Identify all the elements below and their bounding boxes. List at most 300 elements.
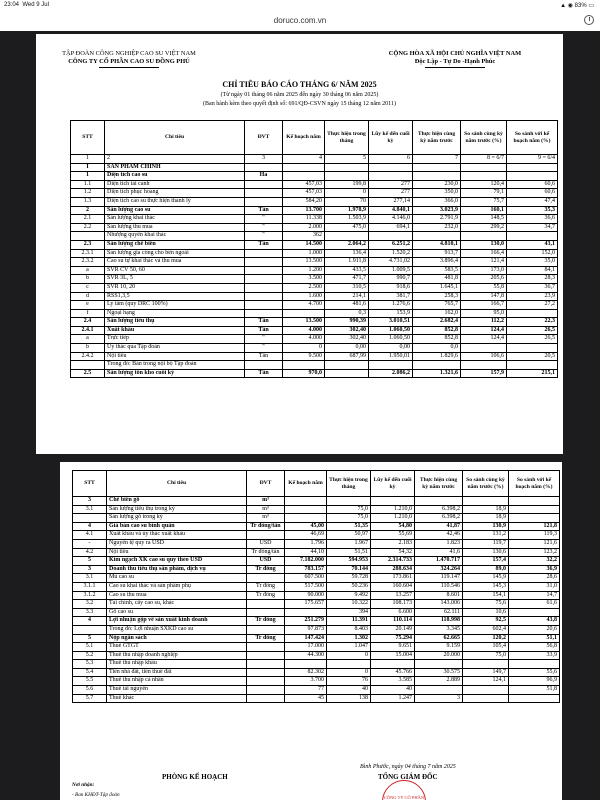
table-cell: 173,0 [461,266,507,275]
table-cell [509,514,560,523]
table-cell [369,361,413,370]
table-cell: 3.2 [73,600,107,609]
table-cell: 481,8 [413,275,461,284]
table-cell: Tiền nhà đất, tiền thuê đất [107,668,247,677]
table-cell [283,309,325,318]
table-cell: Doanh thu tiêu thụ sản phẩm, dịch vụ [107,565,247,574]
table-cell: 2.000 [283,223,325,232]
table-cell: 2.314.733 [371,557,415,566]
table-cell: 0 [325,189,369,198]
table-cell: 594.953 [327,557,371,566]
column-header: So sánh cùng kỳ năm trước (%) [461,121,507,155]
table-cell: Chế biến gỗ [107,497,247,506]
table-cell [509,505,560,514]
table-cell: 583,5 [413,266,461,275]
table-cell: 45.766 [371,668,415,677]
table-cell: 2.791,9 [413,215,461,224]
table-cell: 1.302 [327,634,371,643]
table-cell: 1.645,1 [413,283,461,292]
org-line-2: CÔNG TY CỔ PHẦN CAO SU ĐỒNG PHÚ [68,58,190,65]
table-cell: 20.149 [371,625,415,634]
table-cell: 20.000 [415,651,463,660]
document-page-1 [36,34,563,454]
table-cell: 277,14 [369,197,413,206]
table-row [71,206,558,215]
table-cell: 2.064,2 [325,240,369,249]
table-cell: 145,3 [463,582,509,591]
table-cell [507,172,558,181]
column-header: STT [73,471,107,497]
table-cell: 3.500 [283,275,325,284]
table-cell: 205,6 [461,275,507,284]
table-cell [413,232,461,241]
table-row [71,318,558,327]
table-cell: 13.257 [371,591,415,600]
table-cell: 34,7 [507,223,558,232]
table-cell: " [245,215,283,224]
table-cell [369,163,413,172]
table-cell: 0 [327,668,371,677]
table-row [73,505,560,514]
table-cell [325,163,369,172]
table-cell [413,172,461,181]
table-cell: 215,1 [507,369,558,378]
table-cell: 22,3 [507,318,558,327]
table-cell: 1.247 [371,694,415,703]
table-row [73,539,560,548]
table-cell: Tấn [245,318,283,327]
table-cell: 110.546 [415,582,463,591]
table-cell: 138 [327,694,371,703]
table-cell: 324.264 [415,565,463,574]
table-row [73,591,560,600]
table-cell: 51,1 [509,634,560,643]
table-cell: Tr đồng/tấn [247,548,285,557]
table-cell: 3.345 [415,625,463,634]
table-cell: " [245,223,283,232]
table-cell: 76 [327,677,371,686]
table-cell [285,660,327,669]
table-cell: 35,3 [507,206,558,215]
column-header: So sánh cùng kỳ năm trước (%) [463,471,509,497]
url-text[interactable]: doruco.com.vn [273,16,327,25]
table-cell [415,497,463,506]
table-cell: 232,0 [413,223,461,232]
table-cell [415,660,463,669]
table-cell: 913,7 [413,249,461,258]
table-cell: 30.575 [415,668,463,677]
table-cell [371,497,415,506]
table-cell: 47,4 [507,197,558,206]
table-cell [245,189,283,198]
table-cell: 6.600 [371,608,415,617]
table-cell: 56,8 [509,643,560,652]
table-cell: 120,2 [463,634,509,643]
table-cell: 11.391 [327,617,371,626]
table-row [73,600,560,609]
table-cell: 26,5 [507,335,558,344]
table-cell: 1.200 [283,266,325,275]
column-header: So sánh với kế hoạch năm (%) [509,471,560,497]
table-cell: 277 [369,189,413,198]
table-cell: Diện tích cao su thực hiện thanh lý [105,197,245,206]
table-cell: SVR 3L, 5 [105,275,245,284]
table-cell [413,361,461,370]
table-cell: 687,99 [325,352,369,361]
table-cell: 1.009,5 [369,266,413,275]
table-cell: 130,6 [463,548,509,557]
table-cell: 149,7 [463,668,509,677]
table-cell: 97.873 [285,625,327,634]
table-cell: 18,9 [463,505,509,514]
table-row [71,344,558,353]
table-cell: 5.2 [73,651,107,660]
table-cell [371,660,415,669]
table-cell: 41,87 [415,522,463,531]
table-cell: 6 [369,155,413,164]
table-cell: 4.1 [73,531,107,540]
table-cell [415,686,463,695]
table-cell: Tấn [245,240,283,249]
table-cell: Kim ngạch XK cao su quy theo USD [107,557,247,566]
table-cell: 62.665 [415,634,463,643]
table-cell: Sản lượng tiêu thụ [105,318,245,327]
table-cell: 230,0 [413,180,461,189]
table-cell: 8.601 [415,591,463,600]
table-cell [247,686,285,695]
table-cell [369,172,413,181]
table-cell: b [71,344,105,353]
table-cell: 35,0 [507,258,558,267]
table-cell: 1.911,8 [325,258,369,267]
table-cell: 26,5 [507,326,558,335]
table-cell: Mủ cao su [107,574,247,583]
table-cell: 277 [369,180,413,189]
table-cell: 121,6 [509,539,560,548]
table-cell: 27,2 [507,301,558,310]
table-cell: Tr đồng/tấn [247,522,285,531]
recipients-label: Nơi nhận: [72,782,95,788]
table-cell: 0,00 [325,344,369,353]
table-row [71,163,558,172]
reload-icon[interactable] [584,15,594,25]
table-cell: 13.500 [283,258,325,267]
table-cell: RSS1,3,5 [105,292,245,301]
table-cell: 1.276,6 [369,301,413,310]
table-cell: 11.338 [283,215,325,224]
table-cell: 1.470.717 [415,557,463,566]
table-cell [283,172,325,181]
table-cell [283,361,325,370]
table-cell: Diện tích phục hoang [105,189,245,198]
table-header-row [73,471,560,497]
table-cell: 852,8 [413,326,461,335]
table-cell: Ha [245,172,283,181]
table-cell: 302,40 [325,335,369,344]
table-cell [247,574,285,583]
table-cell: 6.398,2 [415,505,463,514]
table-cell: 584,20 [283,197,325,206]
report-title: CHỈ TIÊU BÁO CÁO THÁNG 6/ NĂM 2025 [222,80,377,89]
table-cell: 60,6 [507,180,558,189]
table-cell: 852,8 [413,335,461,344]
table-cell: Diện tích tái canh [105,180,245,189]
table-cell: 299,2 [461,223,507,232]
table-cell: Nhượng quyền khai thác [105,232,245,241]
table-cell: 145,9 [463,574,509,583]
table-cell: 5.1 [73,643,107,652]
table-cell: 50.236 [327,582,371,591]
table-cell: 1.000 [283,249,325,258]
table-cell [461,361,507,370]
table-cell [247,625,285,634]
table-cell [325,369,369,378]
table-cell: 17.000 [285,643,327,652]
table-cell: m³ [247,514,285,523]
table-cell: Thuế khác [107,694,247,703]
org-header [44,50,214,69]
table-cell: Thuế thu nhập cá nhân [107,677,247,686]
table-row [73,514,560,523]
table-cell: 1.967 [327,539,371,548]
table-cell: 381,7 [369,292,413,301]
table-cell: 166,4 [461,249,507,258]
table-cell: 75.294 [371,634,415,643]
table-cell [507,309,558,318]
table-cell [245,266,283,275]
table-cell [461,344,507,353]
nation-line-2: Độc Lập - Tự Do -Hạnh Phúc [414,58,496,65]
table-cell: 1.796 [285,539,327,548]
table-cell [327,497,371,506]
table-cell: Sản lượng tồn kho cuối kỳ [105,369,245,378]
table-cell: 75,7 [461,197,507,206]
column-header: Lũy kế đến cuối kỳ [369,121,413,155]
table-cell: 694,1 [369,223,413,232]
table-cell: 2.500 [283,283,325,292]
table-cell: 258,3 [413,292,461,301]
browser-address-bar[interactable] [0,11,600,31]
table-cell: 970,0 [283,369,325,378]
table-cell [327,660,371,669]
table-cell [285,505,327,514]
table-cell [71,361,105,370]
table-row [73,557,560,566]
table-cell: Ngoại hạng [105,309,245,318]
table-cell: Cao su thu mua [107,591,247,600]
table-cell: Tr đồng [247,591,285,600]
table-cell [283,163,325,172]
table-cell: 2.889 [415,677,463,686]
table-cell: 106,6 [461,352,507,361]
column-header: Thực hiện trong tháng [325,121,369,155]
table-cell: 3.585 [371,677,415,686]
table-cell: 119.147 [415,574,463,583]
table-cell: 1 [71,172,105,181]
table-cell: 45,00 [285,522,327,531]
table-cell: 2.3.2 [71,258,105,267]
table-cell: 90.000 [285,591,327,600]
table-cell: 23,9 [507,292,558,301]
table-cell: 130,0 [461,240,507,249]
table-cell: 153,9 [369,309,413,318]
table-cell [245,249,283,258]
table-cell: Thuế tài nguyên [107,686,247,695]
table-cell: 4.000 [283,326,325,335]
table-cell: 18,9 [463,514,509,523]
table-cell: Gỗ cao su [107,608,247,617]
table-cell: 89,0 [463,565,509,574]
table-cell: Trực tiếp [105,335,245,344]
table-cell: 46,69 [285,531,327,540]
table-cell: 4.731,02 [369,258,413,267]
table-cell: SẢN PHẨM CHÍNH [105,163,245,172]
table-cell: 136,4 [325,249,369,258]
table-cell: 990,7 [369,275,413,284]
table-cell: 2.183 [371,539,415,548]
table-cell: Sản lượng khai thác [105,215,245,224]
table-cell: 59.728 [327,574,371,583]
table-cell: Trong đó: Lợi nhuận SXKD cao su [107,625,247,634]
table-row [71,292,558,301]
table-cell: 105,4 [463,643,509,652]
table-row [71,258,558,267]
table-cell: 119,3 [509,531,560,540]
table-row [73,625,560,634]
table-cell: 10,6 [463,608,509,617]
recipient-item: - Ban KHĐT-Tập đoàn [72,792,120,798]
table-cell: Sản lượng cao su [105,206,245,215]
table-cell: 51,35 [327,522,371,531]
table-cell [463,686,509,695]
nation-header [355,50,555,69]
table-cell: Sản lượng gia công cho bên ngoài [105,249,245,258]
table-cell [285,608,327,617]
report-table-1 [70,120,558,378]
table-row [73,686,560,695]
column-header: Chỉ tiêu [107,471,247,497]
table-cell: 2.4.1 [71,326,105,335]
table-cell: 173.861 [371,574,415,583]
table-row [71,155,558,164]
table-cell: 783.157 [285,565,327,574]
table-cell [461,163,507,172]
table-cell: f [71,309,105,318]
table-cell: 2.1 [71,215,105,224]
table-cell: 4 [283,155,325,164]
table-cell: Ly tâm (quy DRC 100%) [105,301,245,310]
table-cell: Tr đồng [247,582,285,591]
table-cell [245,275,283,284]
table-cell: 50,97 [327,531,371,540]
column-header: ĐVT [247,471,285,497]
table-cell: 75,0 [327,505,371,514]
table-row [73,668,560,677]
table-row [71,197,558,206]
table-cell: 0 [283,344,325,353]
table-cell: Nội tiêu [107,548,247,557]
table-row [73,522,560,531]
table-cell: 602,4 [463,625,509,634]
divider [99,67,159,68]
table-cell: 214,1 [325,292,369,301]
table-cell: 55,8 [461,283,507,292]
table-cell: Cao su khai thác và sản phẩm phụ [107,582,247,591]
table-cell: 154,1 [463,591,509,600]
table-cell: 51,51 [327,548,371,557]
table-cell: 517.500 [285,582,327,591]
table-cell: 110.114 [371,617,415,626]
status-battery: ▲ ◉ 83% ▭ [560,3,594,9]
table-cell: Tấn [245,369,283,378]
table-cell [507,163,558,172]
column-header: ĐVT [245,121,283,155]
table-cell: 990,39 [325,318,369,327]
table-cell: 75,0 [463,651,509,660]
table-cell [509,660,560,669]
table-cell: 3 [73,497,107,506]
table-cell: 9.651 [371,643,415,652]
table-cell: 3.1 [73,574,107,583]
table-row [73,634,560,643]
table-row [73,651,560,660]
table-cell: 157,9 [461,369,507,378]
table-cell: Diện tích cao su [105,172,245,181]
table-cell [247,694,285,703]
table-cell: 160,1 [461,206,507,215]
table-cell: 84,1 [507,266,558,275]
table-cell: 4.810,1 [413,240,461,249]
column-header: STT [71,121,105,155]
table-cell [247,668,285,677]
table-cell: Tr đồng [247,634,285,643]
table-cell [73,625,107,634]
table-cell: 5 [73,557,107,566]
table-cell [463,497,509,506]
column-header: Kế hoạch năm [283,121,325,155]
table-cell: 60,6 [507,189,558,198]
table-cell: a [71,266,105,275]
table-cell: 6.398,2 [415,514,463,523]
table-cell: 2.3 [71,240,105,249]
table-cell: 1.1 [71,180,105,189]
table-cell: I [71,163,105,172]
table-cell: 2 [71,206,105,215]
table-cell [247,531,285,540]
table-cell: Lợi nhuận gộp về sản xuất kinh doanh [107,617,247,626]
table-cell: 77 [285,686,327,695]
table-cell: 0 [327,651,371,660]
table-cell: 70 [325,197,369,206]
table-cell: 350,0 [413,189,461,198]
table-cell [247,660,285,669]
table-cell: 1.829,6 [413,352,461,361]
table-cell: 9.159 [415,643,463,652]
table-cell: 123,2 [509,548,560,557]
table-cell: 765,7 [413,301,461,310]
org-line-1: TẬP ĐOÀN CÔNG NGHIỆP CAO SU VIỆT NAM [62,50,196,57]
table-cell: 70.144 [327,565,371,574]
table-cell: 131,2 [463,531,509,540]
table-cell: 251.279 [285,617,327,626]
table-cell: 45 [285,694,327,703]
table-cell: 54,32 [371,548,415,557]
table-cell: Tr đồng [247,565,285,574]
table-cell: SVR CV 50, 60 [105,266,245,275]
table-cell: 1.600 [283,292,325,301]
report-period: (Từ ngày 01 tháng 06 năm 2025 đến ngày 30 tháng 06 năm 2025) [220,92,379,98]
table-cell [325,232,369,241]
